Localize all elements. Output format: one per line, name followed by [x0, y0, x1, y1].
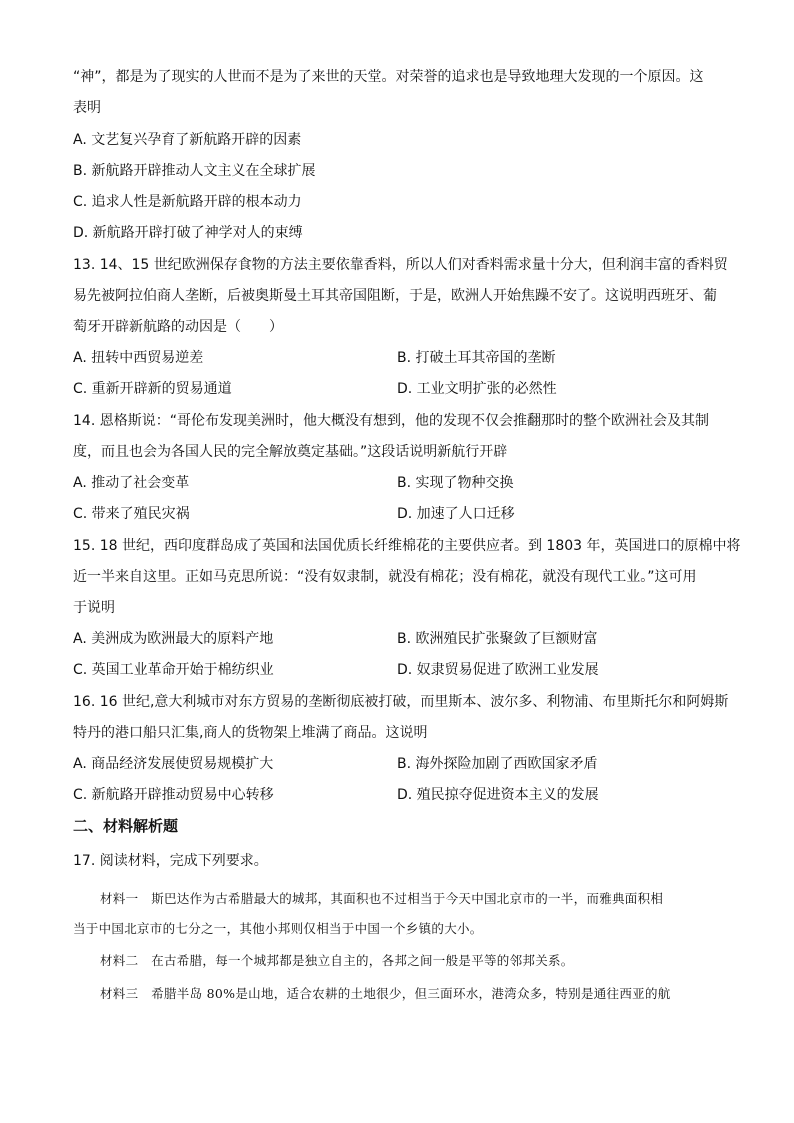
q17-material-1-line-2: 当于中国北京市的七分之一，其他小邦则仅相当于中国一个乡镇的大小。 [73, 921, 483, 936]
q13-option-b: B. 打破土耳其帝国的垄断 [397, 350, 556, 366]
q14-stem-line-2: 度，而且也会为各国人民的完全解放奠定基础。”这段话说明新航行开辟 [73, 444, 508, 460]
q15-option-b: B. 欧洲殖民扩张聚敛了巨额财富 [397, 631, 598, 647]
q16-stem-line-2: 特丹的港口船只汇集,商人的货物架上堆满了商品。这说明 [73, 725, 428, 741]
q15-option-d: D. 奴隶贸易促进了欧洲工业发展 [397, 662, 599, 678]
q12-stem-line-2: 表明 [73, 100, 101, 116]
section-title: 二、材料解析题 [73, 817, 179, 835]
q12-stem-line-1: “神”，都是为了现实的人世而不是为了来世的天堂。对荣誉的追求也是导致地理大发现的一个原因。这 [73, 69, 704, 85]
q15-option-a: A. 美洲成为欧洲最大的原料产地 [73, 631, 274, 647]
q14-option-c: C. 带来了殖民灾祸 [73, 506, 190, 522]
q12-option-c: C. 追求人性是新航路开辟的根本动力 [73, 194, 302, 210]
q16-option-a: A. 商品经济发展使贸易规模扩大 [73, 756, 274, 772]
q12-option-b: B. 新航路开辟推动人文主义在全球扩展 [73, 163, 316, 179]
q12-option-d: D. 新航路开辟打破了神学对人的束缚 [73, 225, 303, 241]
q14-option-a: A. 推动了社会变革 [73, 475, 190, 491]
q14-option-b: B. 实现了物种交换 [397, 475, 514, 491]
q13-stem-line-1: 13. 14、15 世纪欧洲保存食物的方法主要依靠香料，所以人们对香料需求量十分大，但利润丰富的香料贸 [73, 257, 728, 273]
q17-material-1-line-1: 材料一 斯巴达作为古希腊最大的城邦，其面积也不过相当于今天中国北京市的一半，而雅典面积相 [100, 891, 664, 906]
q13-option-a: A. 扭转中西贸易逆差 [73, 350, 204, 366]
q16-option-b: B. 海外探险加剧了西欧国家矛盾 [397, 756, 598, 772]
q13-option-c: C. 重新开辟新的贸易通道 [73, 381, 232, 397]
q15-option-c: C. 英国工业革命开始于棉纺织业 [73, 662, 274, 678]
q15-stem-line-2: 近一半来自这里。正如马克思所说：“没有奴隶制，就没有棉花；没有棉花，就没有现代工业。”这可用 [73, 569, 697, 585]
q16-option-d: D. 殖民掠夺促进资本主义的发展 [397, 787, 599, 803]
q15-stem-line-3: 于说明 [73, 600, 115, 616]
q13-stem-line-2: 易先被阿拉伯商人垄断，后被奥斯曼土耳其帝国阻断，于是，欧洲人开始焦躁不安了。这说明西班牙、葡 [73, 288, 717, 304]
q17-prompt: 17. 阅读材料，完成下列要求。 [73, 853, 268, 869]
q13-option-d: D. 工业文明扩张的必然性 [397, 381, 557, 397]
q13-stem-line-3: 萄牙开辟新航路的动因是（ ） [73, 319, 283, 335]
q17-material-3-line-1: 材料三 希腊半岛 80%是山地，适合农耕的土地很少，但三面环水，港湾众多，特别是通往西亚的航 [100, 986, 671, 1001]
q17-material-2-line-1: 材料二 在古希腊，每一个城邦都是独立自主的，各邦之间一般是平等的邻邦关系。 [100, 953, 574, 968]
q16-stem-line-1: 16. 16 世纪,意大利城市对东方贸易的垄断彻底被打破，而里斯本、波尔多、利物浦、布里斯托尔和阿姆斯 [73, 694, 729, 710]
q12-option-a: A. 文艺复兴孕育了新航路开辟的因素 [73, 132, 302, 148]
q16-option-c: C. 新航路开辟推动贸易中心转移 [73, 787, 274, 803]
q14-option-d: D. 加速了人口迁移 [397, 506, 515, 522]
q15-stem-line-1: 15. 18 世纪，西印度群岛成了英国和法国优质长纤维棉花的主要供应者。到 1803 年，英国进口的原棉中将 [73, 538, 741, 554]
q14-stem-line-1: 14. 恩格斯说：“哥伦布发现美洲时，他大概没有想到，他的发现不仅会推翻那时的整个欧洲社会及其制 [73, 413, 709, 429]
